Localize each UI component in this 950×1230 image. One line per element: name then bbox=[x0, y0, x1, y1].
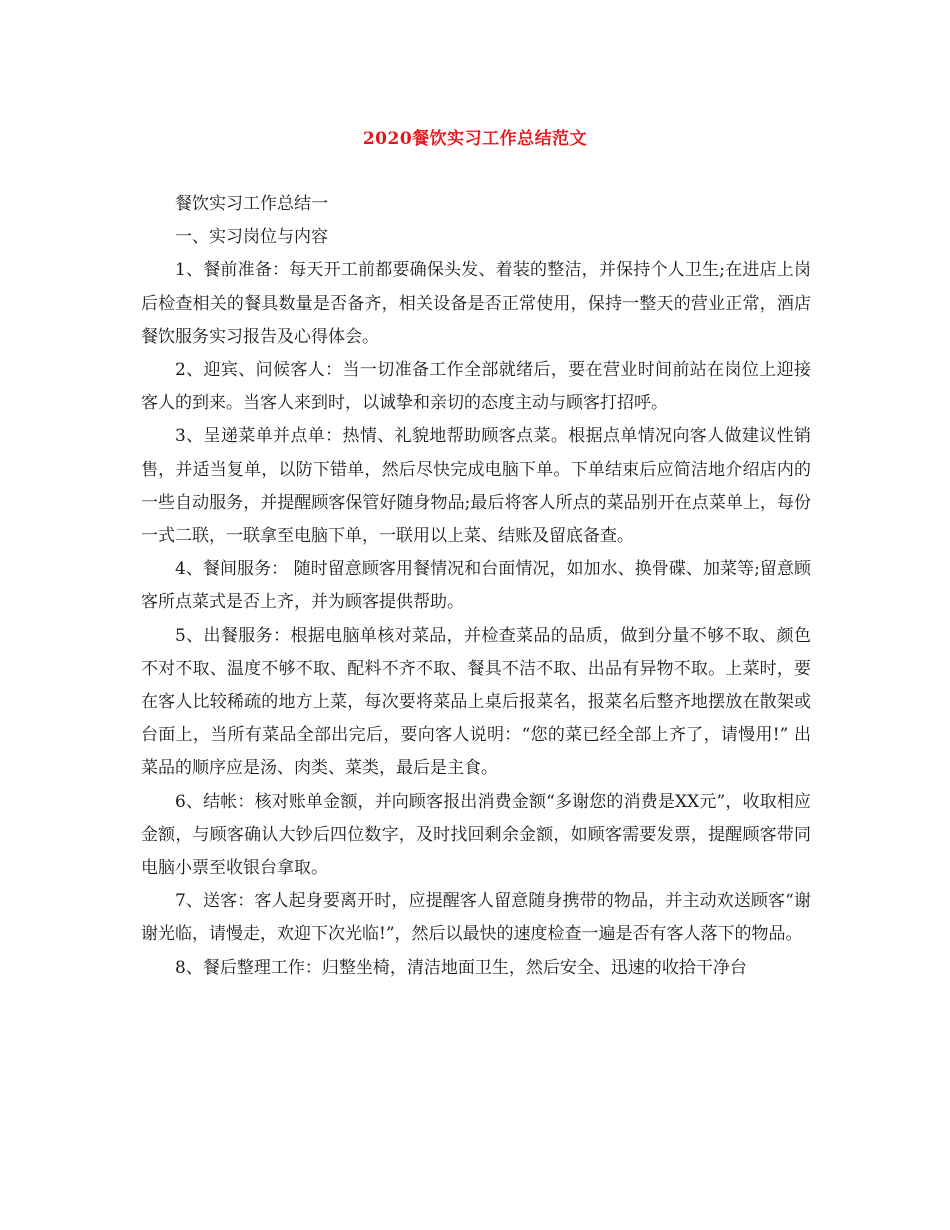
document-body bbox=[141, 188, 811, 985]
paragraph-seeing-off: 7、送客：客人起身要离开时，应提醒客人留意随身携带的物品，并主动欢送顾客“谢谢光临，请慢走，欢迎下次光临!”，然后以最快的速度检查一遍是否有客人落下的物品。 bbox=[141, 891, 811, 945]
paragraph-post-meal-cleanup: 8、餐后整理工作：归整坐椅，清洁地面卫生，然后安全、迅速的收拾干净台 bbox=[175, 957, 747, 978]
paragraph-pre-meal-preparation: 1、餐前准备：每天开工前都要确保头发、着装的整洁，并保持个人卫生;在进店上岗后检查相关的餐具数量是否备齐，相关设备是否正常使用，保持一整天的营业正常，酒店餐饮服务实习报告及心得体会。 bbox=[141, 260, 811, 347]
document-title: 2020餐饮实习工作总结范文 bbox=[362, 129, 588, 149]
paragraph-menu-ordering: 3、呈递菜单并点单：热情、礼貌地帮助顾客点菜。根据点单情况向客人做建议性销售，并适当复单，以防下错单，然后尽快完成电脑下单。下单结束后应简洁地介绍店内的一些自动服务，并提醒顾客保管好随身物品;最后将客人所点的菜品别开在点菜单上，每份一式二联，一联拿至电脑下单，一联用以上菜、结账及留底备查。 bbox=[141, 426, 811, 547]
paragraph-dish-serving: 5、出餐服务：根据电脑单核对菜品，并检查菜品的品质，做到分量不够不取、颜色不对不取、温度不够不取、配料不齐不取、餐具不洁不取、出品有异物不取。上菜时，要在客人比较稀疏的地方上菜，每次要将菜品上桌后报菜名，报菜名后整齐地摆放在散架或台面上，当所有菜品全部出完后，要向客人说明：“您的菜已经全部上齐了，请慢用!” 出菜品的顺序应是汤、肉类、菜类，最后是主食。 bbox=[141, 625, 811, 779]
paragraph-meal-service: 4、餐间服务： 随时留意顾客用餐情况和台面情况，如加水、换骨碟、加菜等;留意顾客所点菜式是否上齐，并为顾客提供帮助。 bbox=[141, 559, 811, 613]
section-heading: 餐饮实习工作总结一 bbox=[175, 194, 328, 214]
paragraph-greeting-guests: 2、迎宾、问候客人：当一切准备工作全部就绪后，要在营业时间前站在岗位上迎接客人的到来。当客人来到时，以诚挚和亲切的态度主动与顾客打招呼。 bbox=[141, 360, 811, 414]
paragraph-checkout: 6、结帐：核对账单金额，并向顾客报出消费金额“多谢您的消费是XX元”，收取相应金额，与顾客确认大钞后四位数字，及时找回剩余金额，如顾客需要发票，提醒顾客带同电脑小票至收银台拿取。 bbox=[141, 791, 811, 879]
subsection-heading: 一、实习岗位与内容 bbox=[175, 227, 328, 248]
